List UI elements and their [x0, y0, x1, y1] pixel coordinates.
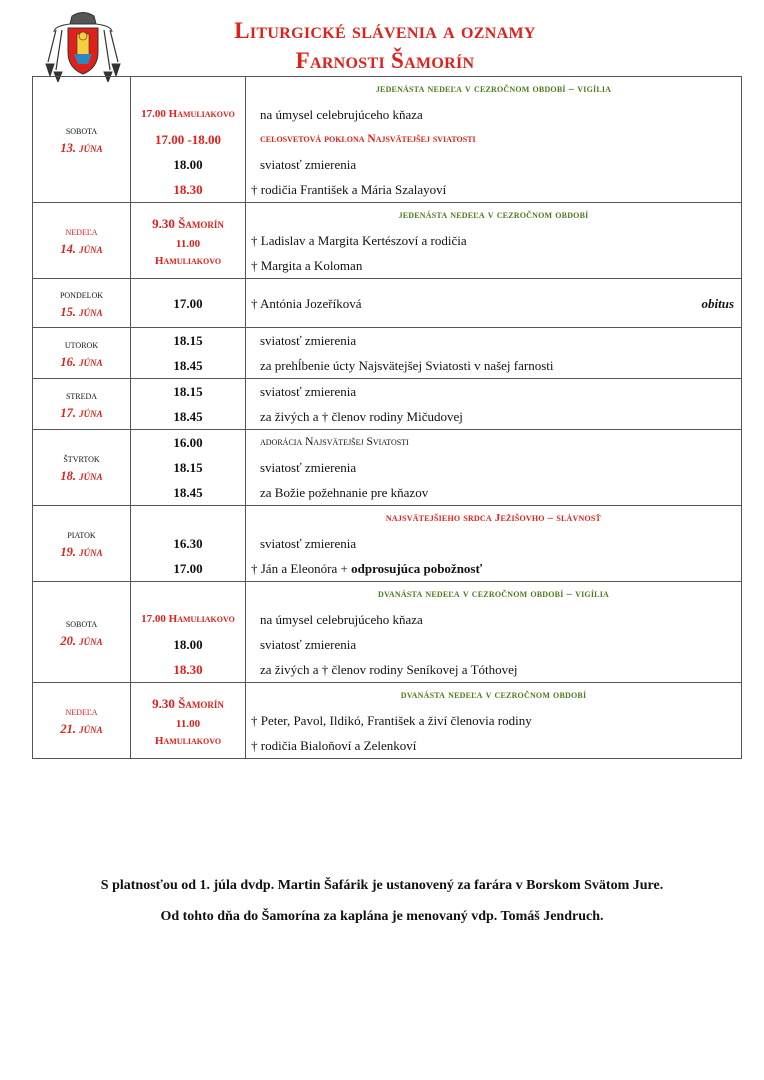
mass-time: 18.30	[173, 662, 203, 677]
day-date: 21. júna	[60, 722, 103, 736]
intention: na úmysel celebrujúceho kňaza	[260, 612, 423, 627]
day-cell	[33, 379, 131, 430]
intention: na úmysel celebrujúceho kňaza	[260, 107, 423, 122]
times-cell	[131, 279, 246, 328]
announcement-line2: Od tohto dňa do Šamorína za kaplána je menovaný vdp. Tomáš Jendruch.	[160, 909, 604, 924]
intention: sviatosť zmierenia	[260, 384, 357, 399]
day-name: pondelok	[59, 288, 104, 301]
mass-time: 11.00	[175, 238, 201, 250]
mass-time: 11.00	[175, 718, 201, 730]
schedule-row	[33, 279, 742, 328]
feast-title: dvanásta nedeľa v cezročnom období – vigília	[378, 588, 609, 600]
day-name: nedeľa	[65, 706, 98, 718]
day-name: sobota	[65, 125, 98, 137]
schedule-row	[33, 203, 742, 279]
schedule-row	[33, 683, 742, 759]
day-name: nedeľa	[65, 226, 98, 238]
mass-time: 18.45	[173, 409, 203, 424]
day-date: 15. júna	[60, 304, 103, 319]
day-name: streda	[65, 389, 98, 402]
day-name: sobota	[65, 617, 98, 630]
feast-title: dvanásta nedeľa v cezročnom období	[400, 689, 587, 701]
day-date: 14. júna	[60, 242, 103, 256]
intentions-cell	[246, 77, 742, 203]
day-cell	[33, 203, 131, 279]
intention: † rodičia Bialoňoví a Zelenkoví	[251, 738, 417, 753]
intention: sviatosť zmierenia	[260, 536, 357, 551]
intention: † Ladislav a Margita Kertészoví a rodičia	[251, 233, 467, 248]
intention: za živých a † členov rodiny Seníkovej a Tóthovej	[260, 662, 518, 677]
day-name: štvrtok	[63, 453, 100, 465]
intention: za živých a † členov rodiny Mičudovej	[260, 409, 463, 424]
mass-time: 18.30	[173, 182, 203, 197]
intention: † rodičia František a Mária Szalayoví	[251, 182, 447, 197]
day-cell	[33, 77, 131, 203]
mass-time: 18.00	[173, 157, 203, 172]
day-date: 13. júna	[60, 141, 103, 155]
day-cell	[33, 328, 131, 379]
schedule-row	[33, 77, 742, 203]
intentions-cell	[246, 683, 742, 759]
day-date: 16. júna	[60, 354, 103, 369]
intention: sviatosť zmierenia	[260, 637, 357, 652]
devotion-note: odprosujúca pobožnosť	[351, 561, 483, 576]
mass-place: Hamuliakovo	[154, 255, 222, 267]
day-cell	[33, 430, 131, 506]
schedule-row	[33, 379, 742, 430]
intention	[246, 556, 741, 581]
intentions-cell	[246, 430, 742, 506]
day-cell	[33, 582, 131, 683]
mass-time: 17.00 Hamuliakovo	[141, 108, 235, 120]
times-cell	[131, 328, 246, 379]
schedule-row	[33, 582, 742, 683]
times-cell	[131, 506, 246, 582]
day-name: utorok	[64, 338, 99, 351]
day-date: 17. júna	[60, 405, 103, 420]
mass-place: Hamuliakovo	[154, 735, 222, 747]
mass-time: 17.00	[173, 561, 203, 576]
intention: † Margita a Koloman	[251, 258, 363, 273]
day-cell	[33, 683, 131, 759]
mass-time: 18.45	[173, 358, 203, 373]
feast-title: jedenásta nedeľa v cezročnom období	[398, 209, 589, 221]
mass-time: 18.15	[173, 384, 203, 399]
schedule-row	[33, 506, 742, 582]
intention: † Peter, Pavol, Ildikó, František a živí členovia rodiny	[251, 713, 532, 728]
mass-time: 18.45	[173, 485, 203, 500]
mass-time: 18.15	[173, 333, 203, 348]
mass-time: 16.30	[173, 536, 203, 551]
page-title-line1: Liturgické slávenia a oznamy	[234, 18, 536, 43]
day-cell	[33, 279, 131, 328]
intention: sviatosť zmierenia	[260, 460, 357, 475]
intention: celosvetová poklona Najsvätejšej sviatosti	[260, 133, 476, 145]
mass-time: 9.30 Šamorín	[152, 216, 224, 231]
times-cell	[131, 203, 246, 279]
intention-text: † Antónia Jozeříková	[251, 295, 362, 311]
times-cell	[131, 430, 246, 506]
day-date: 19. júna	[60, 545, 103, 559]
feast-title: jedenásta nedeľa v cezročnom období – vigília	[375, 83, 612, 95]
announcement-line1: S platnosťou od 1. júla dvdp. Martin Šafárik je ustanovený za farára v Borskom Svätom Jure.	[100, 878, 664, 893]
intentions-cell	[246, 506, 742, 582]
times-cell	[131, 683, 246, 759]
parish-crest-logo	[44, 10, 122, 82]
schedule-row	[33, 328, 742, 379]
mass-time: 17.00	[173, 295, 203, 311]
mass-time: 16.00	[173, 435, 203, 450]
mass-time: 18.00	[173, 637, 203, 652]
schedule-row	[33, 430, 742, 506]
day-name: piatok	[67, 529, 96, 541]
intentions-cell	[246, 328, 742, 379]
intention	[246, 291, 741, 316]
intentions-cell	[246, 279, 742, 328]
intention: za prehĺbenie úcty Najsvätejšej Sviatosti v našej farnosti	[260, 358, 554, 373]
feast-title: najsvätejšieho srdca Ježišovho – slávnosť	[385, 512, 602, 524]
obitus-note: obitus	[701, 295, 734, 311]
intentions-cell	[246, 379, 742, 430]
intention: sviatosť zmierenia	[260, 157, 357, 172]
times-cell	[131, 582, 246, 683]
mass-time: 9.30 Šamorín	[152, 696, 224, 711]
day-cell	[33, 506, 131, 582]
page-title-line2: Farnosti Šamorín	[295, 48, 475, 73]
intention-text: † Ján a Eleonóra +	[251, 561, 352, 576]
mass-time: 18.15	[173, 460, 203, 475]
mass-time: 17.00 -18.00	[154, 132, 222, 147]
times-cell	[131, 379, 246, 430]
intention: sviatosť zmierenia	[260, 333, 357, 348]
times-cell	[131, 77, 246, 203]
intentions-cell	[246, 203, 742, 279]
day-date: 20. júna	[60, 633, 103, 648]
schedule-table	[32, 76, 742, 759]
intention: za Božie požehnanie pre kňazov	[260, 485, 429, 500]
intentions-cell	[246, 582, 742, 683]
mass-time: 17.00 Hamuliakovo	[141, 613, 235, 625]
intention: adorácia Najsvätejšej Sviatosti	[260, 436, 409, 448]
day-date: 18. júna	[60, 469, 103, 483]
